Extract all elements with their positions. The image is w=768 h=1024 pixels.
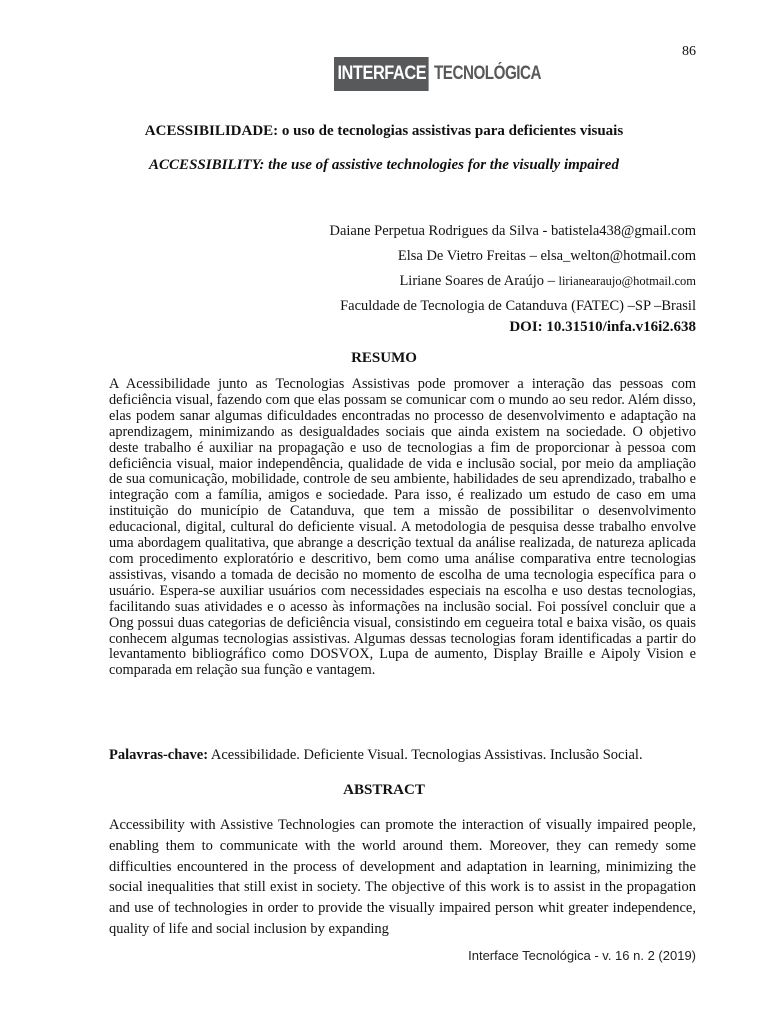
resumo-paragraph: A Acessibilidade junto as Tecnologias Assistivas pode promover a interação das pessoas com deficiência visual, fazendo com que elas possam se comunicar com o mundo ao seu redor. Além disso, elas podem sanar algumas dificuldades encontradas no processo de desenvolvimento e adaptação na aprendizagem, minimizando as desigualdades sociais que ainda existem na sociedade. O objetivo deste trabalho é auxiliar na propagação e uso de tecnologias a fim de proporcionar à pessoa com deficiência visual, maior independência, qualidade de vida e inclusão social, por meio da ampliação de sua comunicação, mobilidade, controle de seu ambiente, habilidades de seu aprendizado, trabalho e integração com a família, amigos e sociedade. Para isso, é realizado um estudo de caso em uma instituição do município de Catanduva, que tem a missão de possibilitar o desenvolvimento educacional, digital, cultural do deficiente visual. A metodologia de pesquisa desse trabalho envolve uma abordagem qualitativa, que abrange a descrição textual da análise realizada, de natureza aplicada com procedimento exploratório e descritivo, bem como uma análise comparativa entre tecnologias assistivas, visando a tomada de decisão no momento de escolha de uma tecnologia específica para o usuário. Espera-se auxiliar usuários com necessidades especiais na escolha e uso destas tecnologias, facilitando suas atividades e o acesso às informações na inclusão social. Foi possível concluir que a Ong possui duas categorias de deficiência visual, consistindo em cegueira total e baixa visão, os quais conhecem algumas tecnologias assistivas. Algumas dessas tecnologias foram identificadas a partir do levantamento bibliográfico como DOSVOX, Lupa de aumento, Display Braille e Aipoly Vision e comparada em relação sua função e vantagem. xyxy=(109,376,696,679)
journal-footer: Interface Tecnológica - v. 16 n. 2 (2019) xyxy=(468,948,696,963)
journal-logo xyxy=(334,57,568,91)
author-1: Daiane Perpetua Rodrigues da Silva - batistela438@gmail.com xyxy=(329,223,696,239)
keywords-label: Palavras-chave: xyxy=(109,747,209,763)
logo-part-interface: INTERFACE xyxy=(334,57,429,91)
doi: DOI: 10.31510/infa.v16i2.638 xyxy=(509,319,696,335)
affiliation: Faculdade de Tecnologia de Catanduva (FATEC) –SP –Brasil xyxy=(340,298,696,314)
page-number: 86 xyxy=(682,44,696,59)
keywords-line xyxy=(109,747,709,764)
article-title-english: ACCESSIBILITY: the use of assistive technologies for the visually impaired xyxy=(149,157,619,173)
author-3 xyxy=(330,269,697,294)
abstract-paragraph: Accessibility with Assistive Technologies can promote the interaction of visually impaired people, enabling them to communicate with the world around them. Moreover, they can remedy some difficulties encountered in the process of development and adaptation in learning, minimizing the social inequalities that still exist in society. The objective of this work is to assist in the propagation and use of technologies in order to provide the visually impaired person whit greater independence, quality of life and social inclusion by expanding xyxy=(109,817,696,937)
author-2: Elsa De Vietro Freitas – elsa_welton@hotmail.com xyxy=(397,248,696,264)
logo-part-tecnologica: TECNOLÓGICA xyxy=(434,63,542,84)
author-3-email: lirianearaujo@hotmail.com xyxy=(558,274,696,288)
article-title-portuguese: ACESSIBILIDADE: o uso de tecnologias assistivas para deficientes visuais xyxy=(144,123,624,139)
author-3-name: Liriane Soares de Araújo – xyxy=(399,273,559,289)
resumo-heading: RESUMO xyxy=(351,350,417,366)
keywords-list: Acessibilidade. Deficiente Visual. Tecnologias Assistivas. Inclusão Social. xyxy=(208,747,643,763)
author-block xyxy=(330,219,697,319)
abstract-heading: ABSTRACT xyxy=(343,782,425,798)
